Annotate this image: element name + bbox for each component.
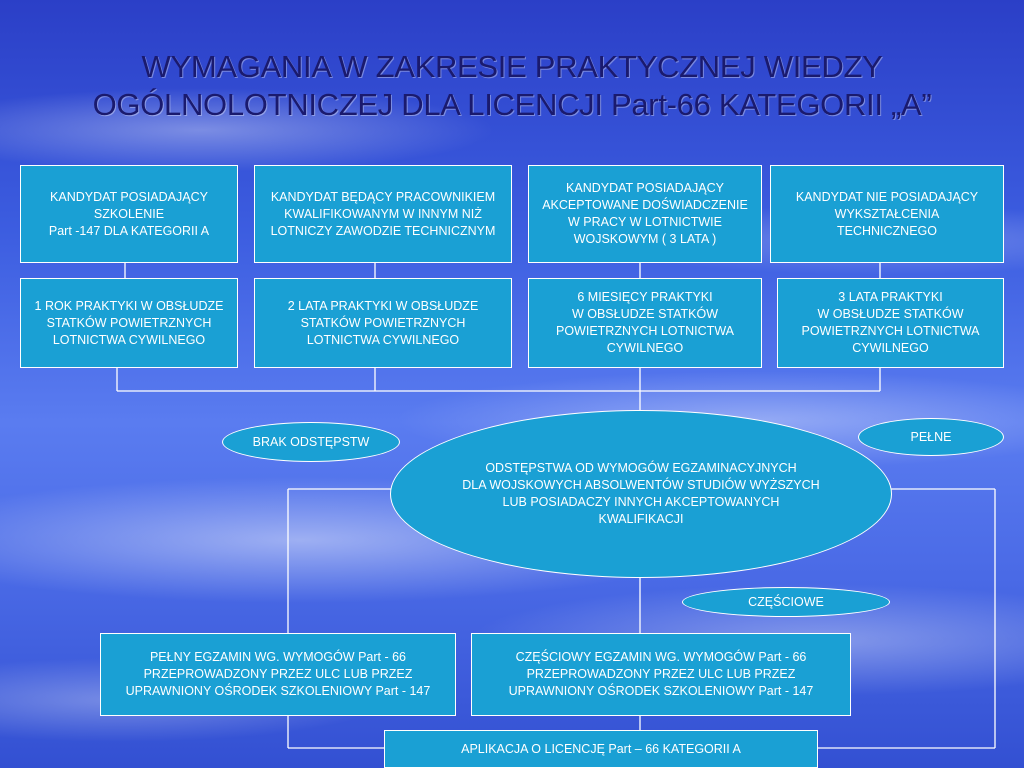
practice-2-years-box [254,278,512,368]
candidate-military-experience-box [528,165,762,263]
practice-1-year-text: 1 ROK PRAKTYKI W OBSŁUDZE STATKÓW POWIETRZNYCH LOTNICTWA CYWILNEGO [34,298,224,347]
candidate-no-technical-education-text: KANDYDAT NIE POSIADAJĄCY WYKSZTAŁCENIA TECHNICZNEGO [795,189,979,238]
exemptions-text: ODSTĘPSTWA OD WYMOGÓW EGZAMINACYJNYCH DLA WOJSKOWYCH ABSOLWENTÓW STUDIÓW WYŻSZYCH LUB POSIADACZY INNYCH AKCEPTOWANYCH KWALIFIKACJI [462,461,820,526]
practice-1-year-box [20,278,238,368]
application-box [384,730,818,768]
full-text: PEŁNE [910,429,952,444]
partial-text: CZĘŚCIOWE [748,594,824,609]
no-exemption-text: BRAK ODSTĘPSTW [252,434,370,449]
practice-2-years-text: 2 LATA PRAKTYKI W OBSŁUDZE STATKÓW POWIETRZNYCH LOTNICTWA CYWILNEGO [287,298,479,347]
practice-6-months-box [528,278,762,368]
full-exam-box [100,633,456,716]
partial-label [682,587,890,617]
practice-3-years-text: 3 LATA PRAKTYKI W OBSŁUDZE STATKÓW POWIETRZNYCH LOTNICTWA CYWILNEGO [801,290,980,355]
no-exemption-label [222,422,400,462]
practice-3-years-box [777,278,1004,368]
exemptions-oval [390,410,892,578]
candidate-technical-worker-text: KANDYDAT BĘDĄCY PRACOWNIKIEM KWALIFIKOWANYM W INNYM NIŻ LOTNICZY ZAWODZIE TECHNICZNYM [270,189,496,238]
full-label [858,418,1004,456]
full-exam-text: PEŁNY EGZAMIN WG. WYMOGÓW Part - 66 PRZEPROWADZONY PRZEZ ULC LUB PRZEZ UPRAWNIONY OŚRODEK SZKOLENIOWY Part - 147 [125,650,431,698]
candidate-technical-worker-box [254,165,512,263]
application-text: APLIKACJA O LICENCJĘ Part – 66 KATEGORII A [461,741,741,756]
partial-exam-box [471,633,851,716]
partial-exam-text: CZĘŚCIOWY EGZAMIN WG. WYMOGÓW Part - 66 PRZEPROWADZONY PRZEZ ULC LUB PRZEZ UPRAWNIONY OŚRODEK SZKOLENIOWY Part - 147 [508,650,814,698]
title-line-2: OGÓLNOLOTNICZEJ DLA LICENCJI Part-66 KATEGORII „A” [92,87,932,122]
candidate-part147-box [20,165,238,263]
candidate-part147-text: KANDYDAT POSIADAJĄCY SZKOLENIE Part -147 DLA KATEGORII A [48,189,210,238]
practice-6-months-text: 6 MIESIĘCY PRAKTYKI W OBSŁUDZE STATKÓW POWIETRZNYCH LOTNICTWA CYWILNEGO [555,290,734,355]
candidate-military-experience-text: KANDYDAT POSIADAJĄCY AKCEPTOWANE DOŚWIADCZENIE W PRACY W LOTNICTWIE WOJSKOWYM ( 3 LATA ) [542,181,748,246]
candidate-no-technical-education-box [770,165,1004,263]
title-line-1: WYMAGANIA W ZAKRESIE PRAKTYCZNEJ WIEDZY [141,49,883,84]
